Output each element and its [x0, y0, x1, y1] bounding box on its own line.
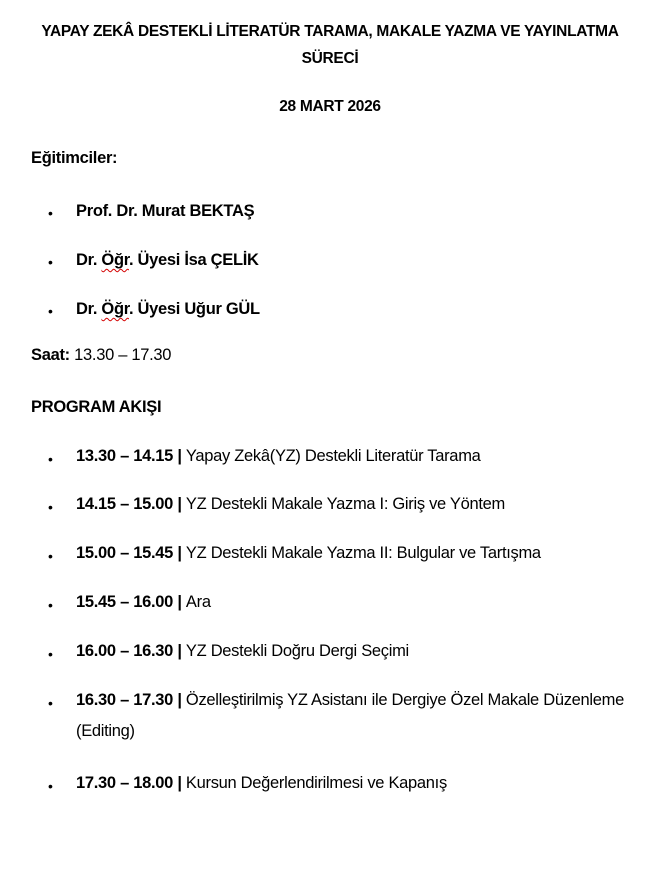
program-item: 17.30 – 18.00 | Kursun Değerlendirilmesi ve Kapanış	[76, 774, 447, 792]
program-item: 13.30 – 14.15 | Yapay Zekâ(YZ) Destekli Literatür Tarama	[76, 447, 481, 465]
bullet-icon: •	[48, 695, 53, 711]
program-item: 15.45 – 16.00 | Ara	[76, 593, 211, 611]
time-value: 13.30 – 17.30	[74, 346, 172, 364]
bullet-icon: •	[48, 499, 53, 515]
trainer-item: Prof. Dr. Murat BEKTAŞ	[76, 202, 255, 220]
program-item: 15.00 – 15.45 | YZ Destekli Makale Yazma II: Bulgular ve Tartışma	[76, 544, 541, 562]
bullet-icon: •	[48, 303, 53, 319]
event-date: 28 MART 2026	[279, 98, 381, 115]
trainer-item: Dr. Öğr. Üyesi İsa ÇELİK	[76, 251, 259, 269]
time-label: Saat:	[31, 346, 70, 364]
time-line	[31, 346, 171, 365]
program-item: 16.00 – 16.30 | YZ Destekli Doğru Dergi Seçimi	[76, 642, 409, 660]
spellcheck-mark: Öğr	[101, 251, 129, 269]
bullet-icon: •	[48, 778, 53, 794]
bullet-icon: •	[48, 548, 53, 564]
trainer-item: Dr. Öğr. Üyesi Uğur GÜL	[76, 300, 260, 318]
trainers-heading: Eğitimciler:	[31, 149, 118, 167]
program-item: 16.30 – 17.30 | Özelleştirilmiş YZ Asistanı ile Dergiye Özel Makale Düzenleme (Editing)	[76, 691, 624, 740]
program-heading: PROGRAM AKIŞI	[31, 398, 162, 416]
spellcheck-mark: Öğr	[101, 300, 129, 318]
bullet-icon: •	[48, 597, 53, 613]
bullet-icon: •	[48, 254, 53, 270]
program-item: 14.15 – 15.00 | YZ Destekli Makale Yazma I: Giriş ve Yöntem	[76, 495, 505, 513]
bullet-icon: •	[48, 646, 53, 662]
bullet-icon: •	[48, 205, 53, 221]
bullet-icon: •	[48, 451, 53, 467]
document-title: YAPAY ZEKÂ DESTEKLİ LİTERATÜR TARAMA, MAKALE YAZMA VE YAYINLATMA SÜRECİ	[41, 23, 619, 67]
